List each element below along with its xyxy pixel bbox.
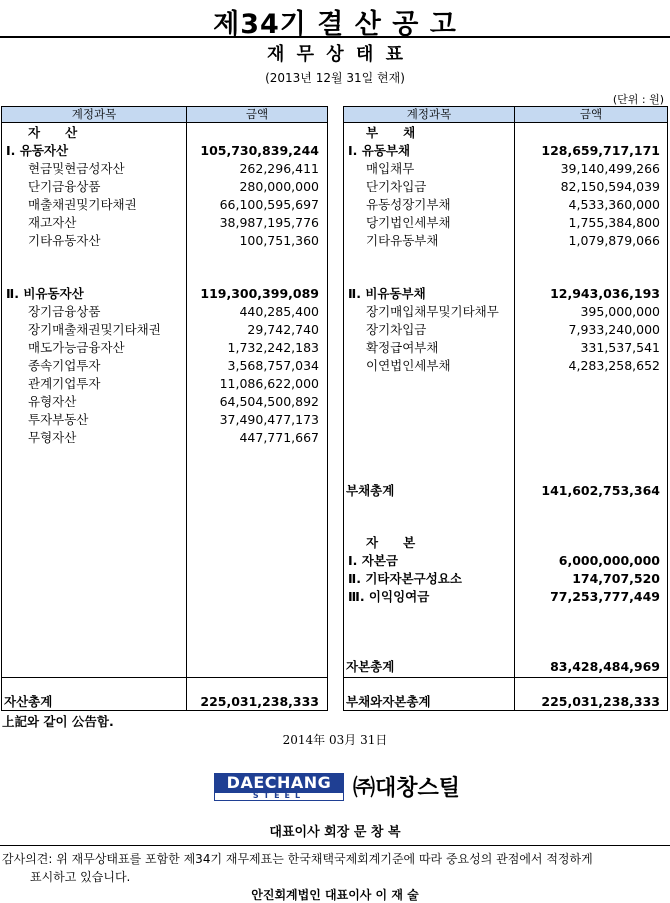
title-rule [0, 36, 670, 38]
liability-row [344, 232, 667, 250]
liability-value: 39,140,499,266 [560, 161, 660, 176]
total-assets-label: 자산총계 [4, 694, 53, 709]
assets-total-divider [2, 677, 327, 678]
liabilities-section-label: 부 채 [366, 125, 416, 140]
asset-row [2, 375, 327, 393]
asset-row [2, 357, 327, 375]
company-name: ㈜대창스틸 [353, 776, 461, 801]
liability-row [344, 357, 667, 375]
equity-value: 6,000,000,000 [558, 553, 660, 568]
asset-label: 매도가능금융자산 [28, 340, 125, 355]
liability-row [344, 142, 667, 160]
liability-label: Ⅰ. 유동부채 [348, 143, 411, 158]
asset-label: Ⅰ. 유동자산 [6, 143, 69, 158]
asset-row [2, 285, 327, 303]
asset-row [2, 303, 327, 321]
total-liabilities-value: 141,602,753,364 [541, 483, 660, 498]
asset-label: 단기금융상품 [28, 179, 101, 194]
asset-value: 105,730,839,244 [200, 143, 319, 158]
asset-row [2, 214, 327, 232]
asset-label: 재고자산 [28, 215, 77, 230]
liabilities-col-amount: 금액 [579, 107, 603, 121]
asset-row [2, 178, 327, 196]
statement-date: (2013년 12월 31일 현재) [265, 71, 405, 85]
liability-label: 매입채무 [366, 161, 415, 176]
liability-label: Ⅱ. 비유동부채 [348, 286, 426, 301]
audit-opinion-line2: 표시하고 있습니다. [30, 870, 131, 884]
asset-row [2, 393, 327, 411]
asset-label: 장기매출채권및기타채권 [28, 322, 161, 337]
liability-label: 장기매입채무및기타채무 [366, 304, 499, 319]
liability-row [344, 303, 667, 321]
liability-value: 331,537,541 [580, 340, 660, 355]
equity-label: Ⅲ. 이익잉여금 [348, 589, 430, 604]
asset-value: 64,504,500,892 [219, 394, 319, 409]
asset-row [2, 411, 327, 429]
equity-row [344, 588, 667, 606]
assets-col-amount: 금액 [245, 107, 269, 121]
total-liabilities-label: 부채총계 [346, 483, 395, 498]
liability-label: 당기법인세부채 [366, 215, 451, 230]
asset-row [2, 339, 327, 357]
liability-value: 1,755,384,800 [568, 215, 660, 230]
liability-label: 이연법인세부채 [366, 358, 451, 373]
total-equity-label: 자본총계 [346, 659, 395, 674]
equity-value: 174,707,520 [572, 571, 660, 586]
asset-row [2, 321, 327, 339]
document-title: 제34기 결 산 공 고 [213, 9, 457, 40]
asset-row [2, 232, 327, 250]
asset-label: 현금및현금성자산 [28, 161, 125, 176]
liability-label: 유동성장기부채 [366, 197, 451, 212]
asset-value: 440,285,400 [239, 304, 319, 319]
public-notice: 上記와 같이 公告함. [2, 714, 114, 729]
asset-value: 3,568,757,034 [227, 358, 319, 373]
equity-section-label: 자 본 [366, 535, 416, 550]
liability-label: 장기차입금 [366, 322, 427, 337]
liability-label: 단기차입금 [366, 179, 427, 194]
asset-label: 관계기업투자 [28, 376, 101, 391]
asset-row [2, 429, 327, 447]
liability-value: 128,659,717,171 [541, 143, 660, 158]
total-assets-value: 225,031,238,333 [200, 694, 319, 709]
ceo-name: 대표이사 회장 문 창 복 [269, 825, 401, 840]
asset-label: 유형자산 [28, 394, 77, 409]
asset-row [2, 160, 327, 178]
asset-row [2, 142, 327, 160]
total-equity-value: 83,428,484,969 [550, 659, 660, 674]
liability-row [344, 339, 667, 357]
liability-value: 395,000,000 [580, 304, 660, 319]
asset-value: 119,300,399,089 [200, 286, 319, 301]
unit-label: (단위 : 원) [612, 93, 664, 106]
notice-date: 2014年 03月 31日 [282, 733, 388, 747]
liability-value: 4,533,360,000 [568, 197, 660, 212]
asset-value: 38,987,195,776 [219, 215, 319, 230]
total-assets-row [2, 693, 327, 711]
total-liabilities-row [344, 482, 667, 500]
total-equity-row [344, 658, 667, 676]
equity-label: Ⅰ. 자본금 [348, 553, 398, 568]
equity-label: Ⅱ. 기타자본구성요소 [348, 571, 462, 586]
liability-row [344, 214, 667, 232]
liability-row [344, 196, 667, 214]
asset-value: 29,742,740 [247, 322, 319, 337]
asset-row [2, 196, 327, 214]
liabilities-col-account: 계정과목 [406, 107, 452, 121]
asset-label: 투자부동산 [28, 412, 89, 427]
asset-label: 기타유동자산 [28, 233, 101, 248]
liability-row [344, 160, 667, 178]
asset-value: 100,751,360 [239, 233, 319, 248]
audit-opinion-line1: 감사의견: 위 재무상태표를 포함한 제34기 재무제표는 한국채택국제회계기준에 따라 중요성의 관점에서 적정하게 [2, 852, 593, 866]
liability-value: 7,933,240,000 [568, 322, 660, 337]
total-liabilities-equity-row [344, 693, 667, 711]
asset-value: 1,732,242,183 [227, 340, 319, 355]
asset-value: 66,100,595,697 [219, 197, 319, 212]
liability-value: 12,943,036,193 [550, 286, 660, 301]
asset-label: Ⅱ. 비유동자산 [6, 286, 84, 301]
liabilities-table-header [344, 107, 667, 123]
asset-value: 280,000,000 [239, 179, 319, 194]
audit-rule [0, 845, 670, 846]
asset-label: 무형자산 [28, 430, 77, 445]
liability-row [344, 321, 667, 339]
assets-section-label: 자 산 [28, 125, 78, 140]
equity-row [344, 570, 667, 588]
asset-label: 매출채권및기타채권 [28, 197, 137, 212]
total-liabilities-equity-value: 225,031,238,333 [541, 694, 660, 709]
liabilities-equity-table [343, 106, 668, 711]
asset-value: 262,296,411 [239, 161, 319, 176]
asset-value: 11,086,622,000 [219, 376, 319, 391]
logo-sub-text: STEEL [252, 791, 306, 800]
liabilities-total-divider [344, 677, 667, 678]
asset-label: 종속기업투자 [28, 358, 101, 373]
assets-table-header [2, 107, 327, 123]
auditor-name: 안진회계법인 대표이사 이 재 술 [251, 888, 419, 902]
logo-main-text: DAECHANG [226, 773, 332, 792]
liability-value: 1,079,879,066 [568, 233, 660, 248]
equity-row [344, 552, 667, 570]
statement-title: 재 무 상 태 표 [266, 44, 403, 65]
assets-col-account: 계정과목 [71, 107, 117, 121]
asset-label: 장기금융상품 [28, 304, 101, 319]
liability-value: 82,150,594,039 [560, 179, 660, 194]
liability-row [344, 178, 667, 196]
liability-label: 확정급여부채 [366, 340, 439, 355]
liability-value: 4,283,258,652 [568, 358, 660, 373]
total-liabilities-equity-label: 부채와자본총계 [346, 694, 431, 709]
equity-value: 77,253,777,449 [550, 589, 660, 604]
asset-value: 447,771,667 [239, 430, 319, 445]
liability-label: 기타유동부채 [366, 233, 439, 248]
asset-value: 37,490,477,173 [219, 412, 319, 427]
assets-table [1, 106, 328, 711]
liability-row [344, 285, 667, 303]
